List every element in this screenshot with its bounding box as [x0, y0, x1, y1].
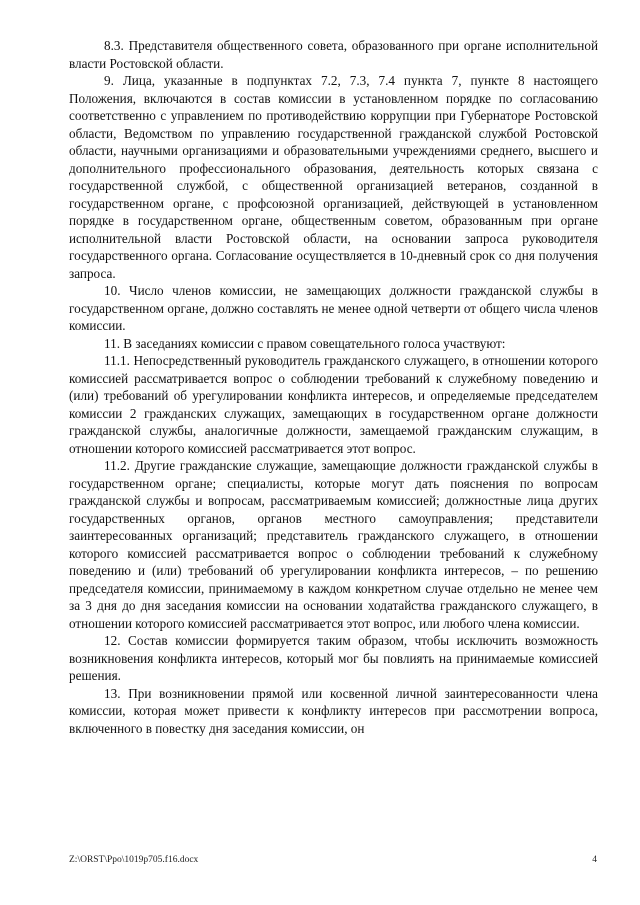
paragraph-9: 9. Лица, указанные в подпунктах 7.2, 7.3, 7.4 пункта 7, пункте 8 настоящего Положения, включаются в состав комиссии в установленном порядке по согласованию соответственно с управлением по противодействию коррупции при Губернаторе Ростовской области, Ведомством по управлению государственной гражданской службой Ростовской области, научными организациями и образовательными учреждениями среднего, высшего и дополнительного профессионального образования, деятельность которых связана с государственной службой, с общественной организацией ветеранов, созданной в государственном органе, с профсоюзной организацией, действующей в установленном порядке в государственном органе, общественным советом, образованным при органе исполнительной власти Ростовской области, на основании запроса руководителя государственного органа. Согласование осуществляется в 10-дневный срок со дня получения запроса.: [69, 73, 598, 281]
paragraph-11-1: 11.1. Непосредственный руководитель гражданского служащего, в отношении которого комиссией рассматривается вопрос о соблюдении требований к служебному поведению и (или) требований об урегулировании конфликта интересов, и определяемые председателем комиссии 2 гражданских служащих, замещающих в государственном органе должности гражданской службы, аналогичные должности, замещаемой гражданским служащим, в отношении которого комиссией рассматривается этот вопрос.: [69, 353, 598, 456]
paragraph-10: 10. Число членов комиссии, не замещающих должности гражданской службы в государственном органе, должно составлять не менее одной четверти от общего числа членов комиссии.: [69, 283, 598, 333]
paragraph-11-2: 11.2. Другие гражданские служащие, замещающие должности гражданской службы в государственном органе; специалисты, которые могут дать пояснения по вопросам гражданской службы и вопросам, рассматриваемым комиссией; должностные лица других государственных органов, органов местного самоуправления; представители заинтересованных организаций; представитель гражданского служащего, в отношении которого комиссией рассматривается вопрос о соблюдении требований к служебному поведению и (или) требований об урегулировании конфликта интересов, – по решению председателя комиссии, принимаемому в каждом конкретном случае отдельно не менее чем за 3 дня до дня заседания комиссии на основании ходатайства гражданского служащего, в отношении которого комиссией рассматривается этот вопрос, или любого члена комиссии.: [69, 458, 598, 631]
paragraph-12: 12. Состав комиссии формируется таким образом, чтобы исключить возможность возникновения конфликта интересов, который мог бы повлиять на принимаемые комиссией решения.: [69, 633, 598, 683]
paragraph-13: 13. При возникновении прямой или косвенной личной заинтересованности члена комиссии, которая может привести к конфликту интересов при рассмотрении вопроса, включенного в повестку дня заседания комиссии, он: [69, 685, 598, 736]
document-body: [69, 37, 598, 737]
footer-file-path: Z:\ORST\Ppo\1019p705.f16.docx: [69, 855, 199, 865]
paragraph-11: 11. В заседаниях комиссии с правом совещательного голоса участвуют:: [104, 335, 506, 351]
paragraph-8-3: 8.3. Представителя общественного совета, образованного при органе исполнительной власти Ростовской области.: [69, 38, 598, 71]
footer-page-number: 4: [592, 855, 597, 865]
